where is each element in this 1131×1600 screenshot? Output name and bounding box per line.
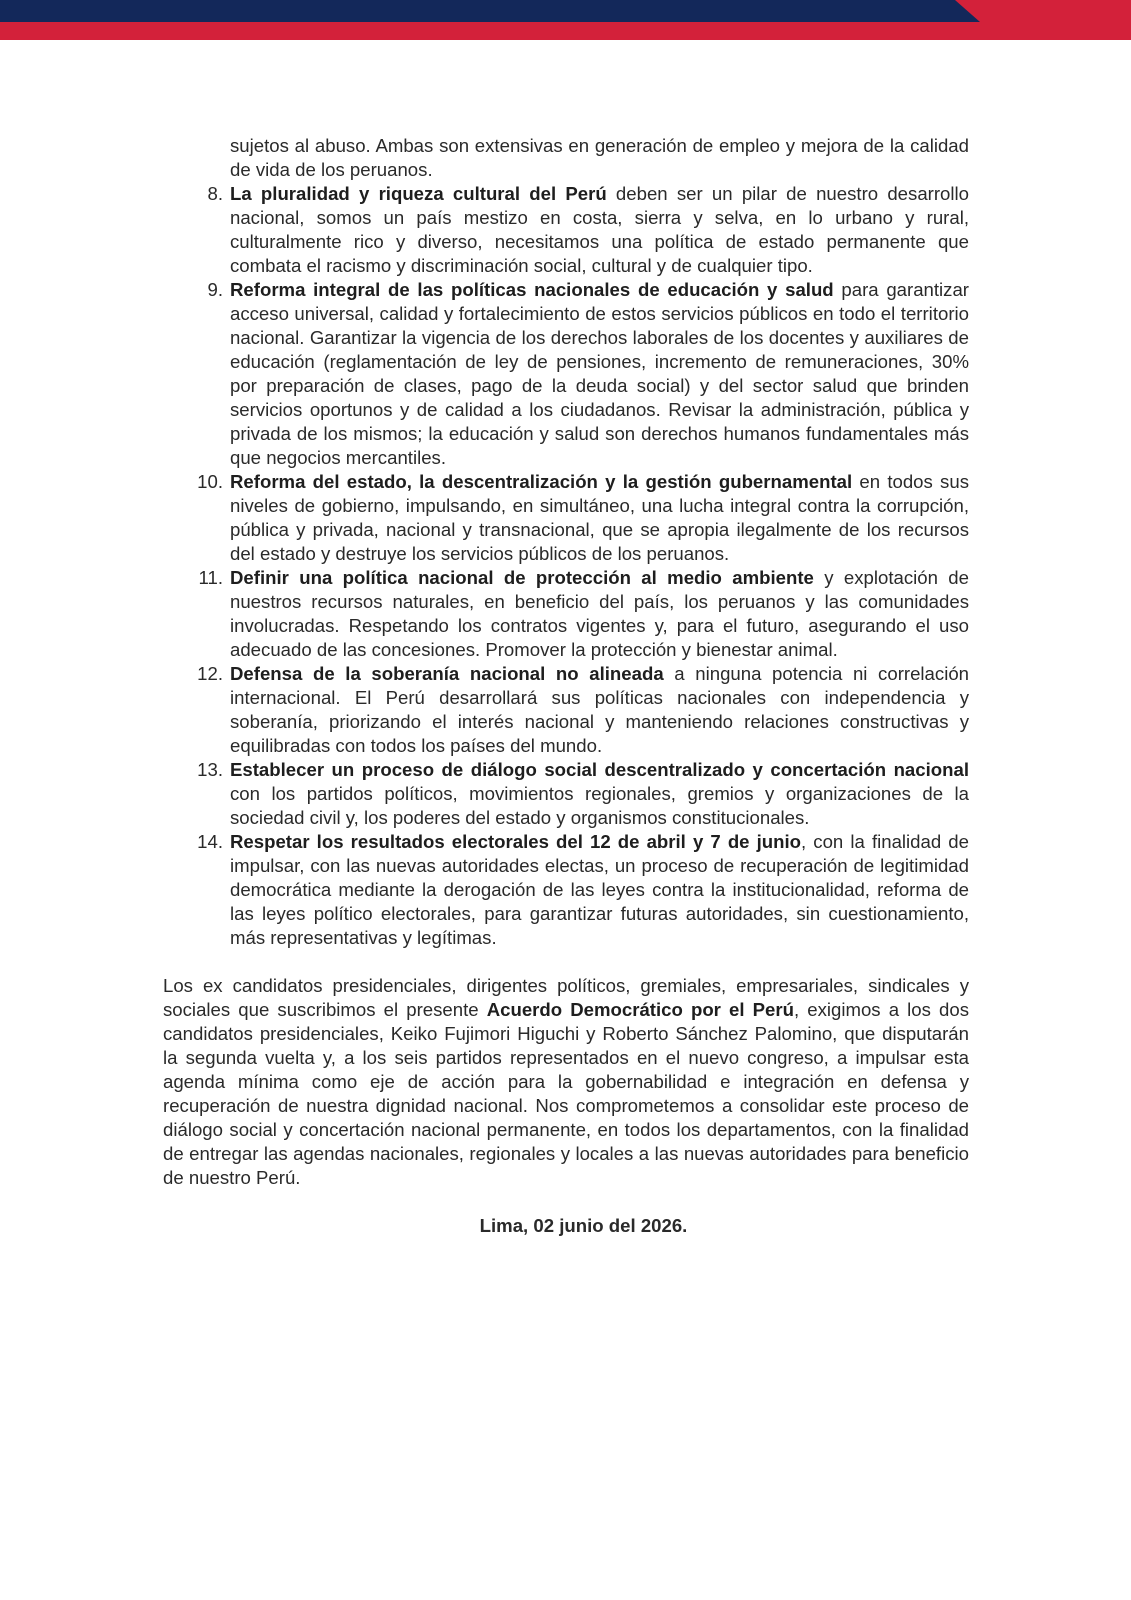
item-text: en todos sus niveles de gobierno, impulsando, en simultáneo, una lucha integral contra la corrupción, pública y privada, nacional y transnacional, que se apropia ilegalmente de los recursos del estado y destruye los servicios públicos de los peruanos. <box>230 471 969 564</box>
item-number: 10. <box>197 471 223 492</box>
item-text: con los partidos políticos, movimientos regionales, gremios y organizaciones de la sociedad civil y, los poderes del estado y organismos constitucionales. <box>230 783 969 828</box>
item-number: 11. <box>198 567 223 588</box>
item-number: 8. <box>207 183 223 204</box>
signature-date: Lima, 02 junio del 2026. <box>479 1215 688 1236</box>
item-text: deben ser un pilar de nuestro desarrollo nacional, somos un país mestizo en costa, sierra y selva, en lo urbano y rural, culturalmente rico y diverso, necesitamos una política de estado permanente que combata el racismo y discriminación social, cultural y de cualquier tipo. <box>230 183 969 276</box>
agreement-name: Acuerdo Democrático por el Perú <box>486 999 794 1020</box>
item-heading: Reforma integral de las políticas nacionales de educación y salud <box>230 279 834 300</box>
item-number: 14. <box>197 831 223 852</box>
item-heading: Respetar los resultados electorales del 12 de abril y 7 de junio <box>230 831 802 852</box>
continued-paragraph: sujetos al abuso. Ambas son extensivas en generación de empleo y mejora de la calidad de vida de los peruanos. <box>230 135 969 180</box>
closing-text-end: , exigimos a los dos candidatos presidenciales, Keiko Fujimori Higuchi y Roberto Sánchez Palomino, que disputarán la segunda vuelta y, a los seis partidos representados en el nuevo congreso, a impulsar esta agenda mínima como eje de acción para la gobernabilidad e integración en defensa y recuperación de nuestra dignidad nacional. Nos comprometemos a consolidar este proceso de diálogo social y concertación nacional permanente, en todos los departamentos, con la finalidad de entregar las agendas nacionales, regionales y locales a las nuevas autoridades para beneficio de nuestro Perú. <box>163 999 969 1188</box>
item-text: , con la finalidad de impulsar, con las nuevas autoridades electas, un proceso de recuperación de legitimidad democrática mediante la derogación de las leyes contra la institucionalidad, reforma de las leyes político electorales, para garantizar futuras autoridades, sin cuestionamiento, más representativas y legítimas. <box>230 831 969 948</box>
closing-text-start: Los ex candidatos presidenciales, dirigentes políticos, gremiales, empresariales, sindicales y sociales que suscribimos el presente <box>163 975 969 1020</box>
item-heading: Establecer un proceso de diálogo social descentralizado y concertación nacional <box>230 759 969 780</box>
list-item <box>163 566 969 662</box>
list-item <box>163 278 969 470</box>
item-number: 12. <box>197 663 223 684</box>
item-heading: Definir una política nacional de protección al medio ambiente <box>230 567 814 588</box>
list-item <box>163 758 969 830</box>
item-text: y explotación de nuestros recursos naturales, en beneficio del país, los peruanos y las comunidades involucradas. Respetando los contratos vigentes y, para el futuro, asegurando el uso adecuado de las concesiones. Promover la protección y bienestar animal. <box>230 567 969 660</box>
item-heading: Reforma del estado, la descentralización y la gestión gubernamental <box>230 471 853 492</box>
agenda-list <box>163 182 969 950</box>
item-heading: Defensa de la soberanía nacional no alineada <box>230 663 664 684</box>
header-banner <box>0 0 1131 40</box>
list-item <box>163 662 969 758</box>
list-item <box>163 182 969 278</box>
banner-navy-band <box>0 0 980 22</box>
list-item <box>163 830 969 950</box>
item-text: a ninguna potencia ni correlación internacional. El Perú desarrollará sus políticas nacionales con independencia y soberanía, priorizando el interés nacional y manteniendo relaciones constructivas y equilibradas con todos los países del mundo. <box>230 663 970 756</box>
list-item <box>163 470 969 566</box>
document-body <box>163 134 969 1238</box>
item-number: 13. <box>197 759 223 780</box>
item-text: para garantizar acceso universal, calidad y fortalecimiento de estos servicios públicos en todo el territorio nacional. Garantizar la vigencia de los derechos laborales de los docentes y auxiliares de educación (reglamentación de ley de pensiones, incremento de remuneraciones, 30% por preparación de clases, pago de la deuda social) y del sector salud que brinden servicios oportunos y de calidad a los ciudadanos. Revisar la administración, pública y privada de los mismos; la educación y salud son derechos humanos fundamentales más que negocios mercantiles. <box>230 279 969 468</box>
item-heading: La pluralidad y riqueza cultural del Perú <box>230 183 607 204</box>
closing-paragraph <box>163 974 969 1190</box>
item-number: 9. <box>207 279 223 300</box>
